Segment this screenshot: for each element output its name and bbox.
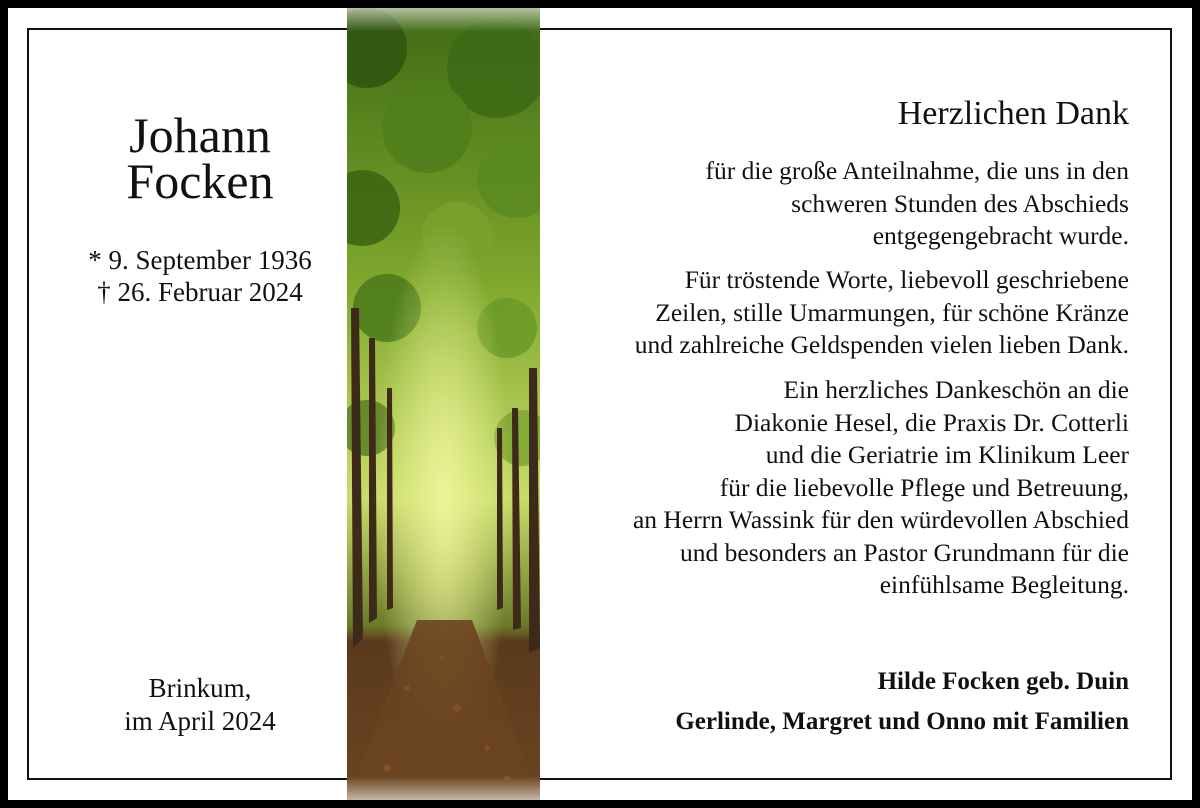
thanks-paragraph-1 <box>560 155 1129 253</box>
thanks-paragraph-2 <box>560 264 1129 362</box>
birth-date: * 9. September 1936 <box>88 245 312 275</box>
death-date: † 26. Februar 2024 <box>97 277 303 307</box>
last-name: Focken <box>126 153 274 209</box>
thanks-title: Herzlichen Dank <box>897 95 1129 132</box>
text-line: Diakonie Hesel, die Praxis Dr. Cotterli <box>734 407 1129 437</box>
text-line: entgegengebracht wurde. <box>872 221 1129 250</box>
signature-block <box>560 662 1129 742</box>
place-line: Brinkum, <box>148 673 252 703</box>
thanks-paragraph-3 <box>560 374 1129 602</box>
text-line: schweren Stunden des Abschieds <box>791 188 1129 218</box>
deceased-name <box>60 107 340 209</box>
place-and-date <box>60 672 340 738</box>
text-line: für die große Anteilnahme, die uns in den <box>705 156 1129 185</box>
text-line: und besonders an Pastor Grundmann für die <box>680 537 1129 567</box>
text-line: an Herrn Wassink für den würdevollen Abschied <box>632 505 1129 534</box>
text-line: Zeilen, stille Umarmungen, für schöne Kränze <box>655 297 1129 327</box>
text-line: einfühlsame Begleitung. <box>879 570 1129 599</box>
text-line: Für tröstende Worte, liebevoll geschriebene <box>684 265 1129 294</box>
life-dates <box>60 244 340 308</box>
first-name: Johann <box>129 107 271 163</box>
signature-line-1: Hilde Focken geb. Duin <box>877 668 1129 695</box>
forest-path-photo <box>347 8 540 800</box>
date-line: im April 2024 <box>124 706 276 736</box>
text-line: Ein herzliches Dankeschön an die <box>783 375 1129 404</box>
text-line: für die liebevolle Pflege und Betreuung, <box>719 472 1129 502</box>
text-line: und zahlreiche Geldspenden vielen lieben Dank. <box>634 330 1129 359</box>
text-line: und die Geriatrie im Klinikum Leer <box>765 440 1129 469</box>
signature-line-2: Gerlinde, Margret und Onno mit Familien <box>675 708 1129 735</box>
